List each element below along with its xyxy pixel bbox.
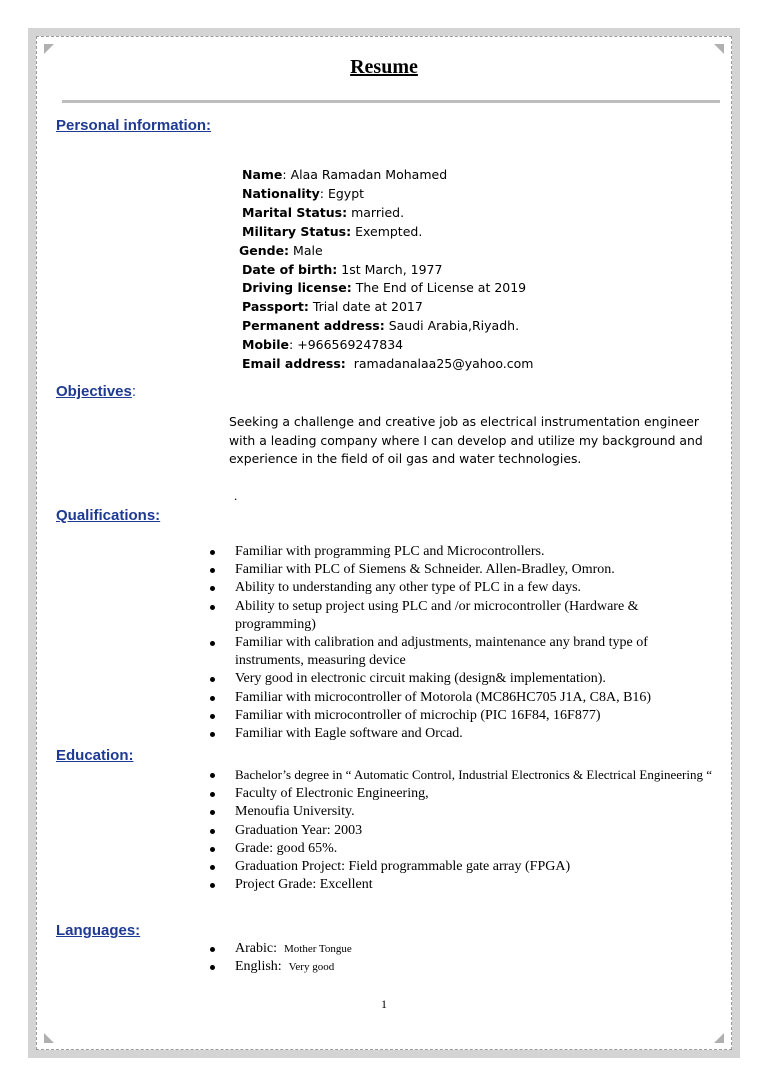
list-item-text: Bachelor’s degree in “ Automatic Control, Industrial Electronics & Electrical Engineering “	[235, 767, 712, 782]
list-item: Familiar with microcontroller of microchip (PIC 16F84, 16F877)	[206, 707, 716, 725]
info-row	[242, 279, 533, 298]
info-row	[242, 261, 533, 280]
section-heading-education	[56, 747, 134, 764]
list-item: Ability to setup project using PLC and /or microcontroller (Hardware & programming)	[206, 598, 716, 634]
info-row	[239, 242, 533, 261]
info-sep: :	[282, 167, 291, 182]
info-value: ramadanalaa25@yahoo.com	[353, 356, 534, 372]
corner-ornament	[44, 1033, 54, 1043]
objective-dot: .	[234, 488, 238, 503]
info-value: Exempted.	[355, 223, 423, 239]
section-heading-text: Qualifications:	[56, 507, 161, 524]
section-heading-personal	[56, 117, 211, 134]
list-item: Familiar with microcontroller of Motorola (MC86HC705 J1A, C8A, B16)	[206, 689, 716, 707]
corner-ornament	[714, 1033, 724, 1043]
language-level: Very good	[288, 961, 335, 974]
section-heading-text: Education:	[56, 747, 134, 764]
info-row	[242, 317, 533, 336]
heading-colon: :	[131, 383, 137, 400]
info-label: Gende:	[239, 242, 290, 258]
info-label: Date of birth:	[242, 261, 338, 277]
qualifications-list	[206, 543, 716, 743]
info-row	[242, 185, 533, 204]
language-name: Arabic:	[235, 941, 277, 956]
corner-ornament	[714, 44, 724, 54]
objective-text: Seeking a challenge and creative job as electrical instrumentation engineer with a leading company where I can develop and utilize my background and experience in the field of oil gas and water technologies.	[229, 414, 703, 466]
language-level: Mother Tongue	[283, 943, 352, 955]
info-label: Military Status:	[242, 223, 352, 239]
info-sep: :	[289, 337, 298, 353]
info-value: The End of License at 2019	[355, 280, 527, 296]
list-item: Graduation Year: 2003	[206, 822, 716, 840]
info-value: +966569247834	[297, 337, 404, 353]
list-item: Familiar with Eagle software and Orcad.	[206, 725, 716, 743]
list-item: Familiar with calibration and adjustments, maintenance any brand type of instruments, measuring device	[206, 634, 716, 670]
language-name: English:	[235, 959, 282, 975]
info-label: Nationality	[242, 185, 320, 201]
education-list	[206, 766, 716, 894]
list-item: Graduation Project: Field programmable gate array (FPGA)	[206, 858, 716, 876]
list-item: Grade: good 65%.	[206, 840, 716, 858]
info-row	[242, 336, 533, 355]
info-label: Mobile	[242, 337, 290, 353]
section-heading-qualifications	[56, 507, 160, 524]
info-row	[242, 355, 533, 374]
info-label: Marital Status:	[242, 204, 348, 220]
info-row	[242, 204, 533, 223]
info-value: Male	[293, 242, 323, 258]
list-item: Familiar with PLC of Siemens & Schneider. Allen-Bradley, Omron.	[206, 561, 716, 579]
info-value: Trial date at 2017	[312, 299, 423, 315]
section-heading-text: Languages:	[56, 922, 141, 939]
list-item: Familiar with programming PLC and Microcontrollers.	[206, 543, 716, 561]
info-label: Name	[242, 167, 283, 182]
info-label: Permanent address:	[242, 318, 385, 334]
list-item: Ability to understanding any other type of PLC in a few days.	[206, 579, 716, 597]
personal-info-block	[239, 166, 534, 374]
corner-ornament	[44, 44, 54, 54]
section-heading-text: Objectives	[56, 383, 132, 400]
info-label: Passport:	[242, 299, 309, 315]
section-heading-text: Personal information:	[56, 117, 212, 134]
list-item: Very good in electronic circuit making (design& implementation).	[206, 670, 716, 688]
section-heading-objectives	[56, 383, 136, 400]
info-value: married.	[351, 204, 405, 220]
info-row	[242, 166, 533, 185]
list-item: Project Grade: Excellent	[206, 876, 716, 894]
list-item: Menoufia University.	[206, 803, 716, 821]
list-item	[206, 940, 716, 958]
info-value: 1st March, 1977	[341, 261, 443, 277]
info-label: Driving license:	[242, 280, 352, 296]
document-title: Resume	[350, 56, 418, 78]
list-item: Faculty of Electronic Engineering,	[206, 785, 716, 803]
page-number: 1	[381, 997, 387, 1011]
title-divider	[62, 100, 720, 103]
info-value: Saudi Arabia,Riyadh.	[388, 318, 520, 334]
info-label: Email address:	[242, 356, 346, 372]
info-sep	[346, 356, 354, 371]
info-value: Egypt	[327, 185, 365, 201]
section-heading-languages	[56, 922, 140, 939]
info-row	[242, 298, 533, 317]
info-row	[242, 223, 533, 242]
info-value: Alaa Ramadan Mohamed	[290, 167, 448, 182]
list-item	[206, 766, 716, 785]
list-item	[206, 958, 716, 976]
info-sep: :	[319, 185, 328, 201]
languages-list	[206, 940, 716, 976]
